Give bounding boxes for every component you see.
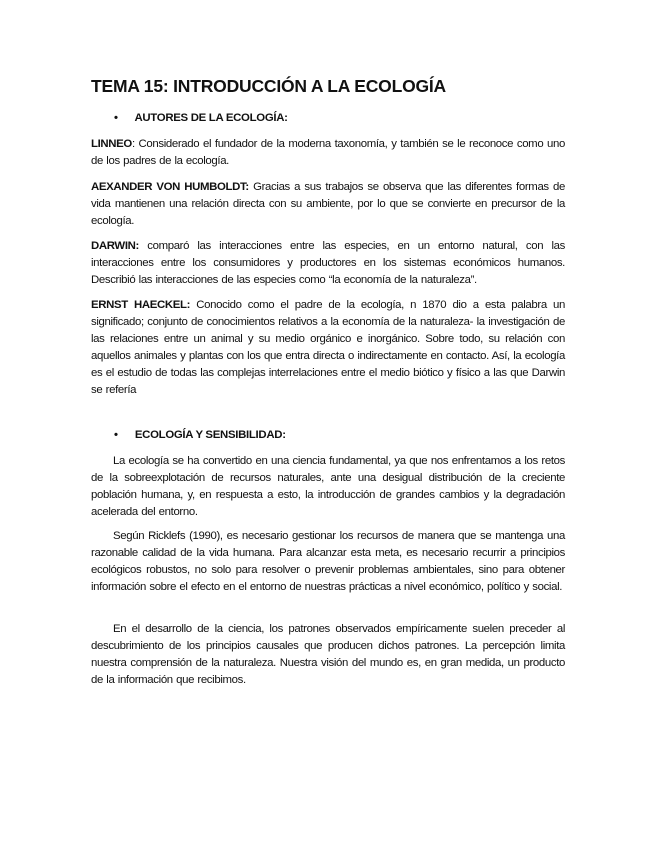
author-name: ERNST HAECKEL: [91,299,191,311]
body-paragraph-1: La ecología se ha convertido en una ciencia fundamental, ya que nos enfrentamos a los retos de la sobreexplotación de recursos naturales, ante una desigual distribución de la creciente población humana, y, en respuesta a esto, la introducción de grandes cambios y la degradación acelerada del entorno. [91,455,565,518]
section-heading-autores [114,112,288,124]
page-title: TEMA 15: INTRODUCCIÓN A LA ECOLOGÍA [91,76,446,96]
author-paragraph-humboldt [91,179,565,230]
section-heading-sensibilidad [114,429,286,441]
bullet-icon: • [114,429,118,441]
author-description: Conocido como el padre de la ecología, n 1870 dio a esta palabra un significado; conjunto de conocimientos relativos a la economía de la naturaleza- la investigación de las relaciones entre un animal y su medio orgánico e inorgánico. Sobre todo, su relación con aquellos animales y plantas con los que entra directa o indirectamente en contacto. Así, la ecología es el estudio de todas las complejas interrelaciones entre el medio biótico y físico a las que Darwin se refería [91,299,565,396]
author-name: LINNEO [91,138,132,150]
author-description: Considerado el fundador de la moderna taxonomía, y también se le reconoce como uno de los padres de la ecología. [91,138,565,167]
section-heading-label: ECOLOGÍA Y SENSIBILIDAD: [134,429,286,441]
body-paragraph-3: En el desarrollo de la ciencia, los patrones observados empíricamente suelen preceder al descubrimiento de los principios causales que producen dichos patrones. La percepción limita nuestra comprensión de la naturaleza. Nuestra visión del mundo es, en gran medida, un producto de la información que recibimos. [91,623,565,686]
body-paragraph-2: Según Ricklefs (1990), es necesario gestionar los recursos de manera que se mantenga una razonable calidad de la vida humana. Para alcanzar esta meta, es necesario recurrir a principios ecológicos robustos, no solo para resolver o prevenir problemas ambientales, sino para obtener información sobre el efecto en el entorno de nuestras prácticas a nivel económico, político y social. [91,530,565,593]
section-heading-label: AUTORES DE LA ECOLOGÍA: [134,112,288,124]
author-name: AEXANDER VON HUMBOLDT: [91,181,249,193]
author-name: DARWIN: [91,240,139,252]
author-paragraph-linneo [91,136,565,170]
author-description: comparó las interacciones entre las especies, en un entorno natural, con las interacciones entre los consumidores y productores en los sistemas económicos humanos. Describió las interacciones de las especies como “la economía de la naturaleza”. [91,240,565,286]
author-paragraph-darwin [91,238,565,289]
author-paragraph-haeckel [91,297,565,399]
bullet-icon: • [114,112,118,124]
author-description: Gracias a sus trabajos se observa que las diferentes formas de vida mantienen una relación directa con su ambiente, por lo que se convierte en precursor de la ecología. [91,181,566,227]
author-separator: : [131,138,135,150]
